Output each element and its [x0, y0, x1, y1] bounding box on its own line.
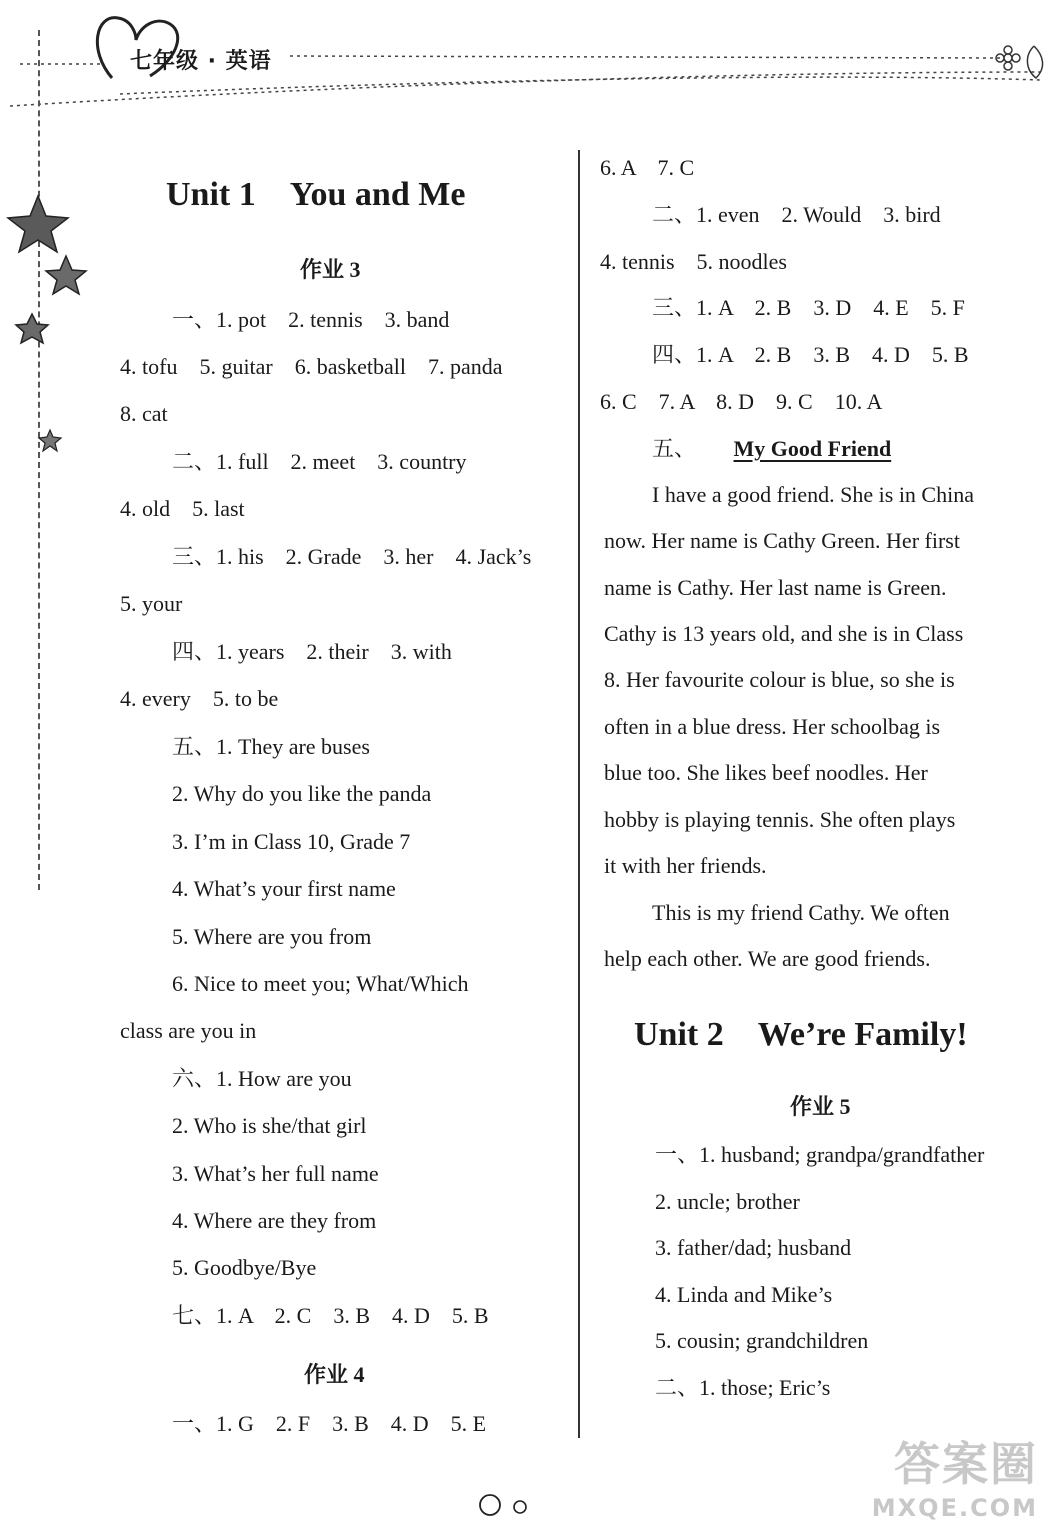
essay-line: name is Cathy. Her last name is Green.	[604, 575, 947, 600]
star-icon	[46, 256, 86, 294]
page-number-marker	[478, 1492, 538, 1522]
hw5-title: 作业 5	[790, 1094, 851, 1119]
answer-line: 二、1. full 2. meet 3. country	[172, 449, 467, 474]
essay-line: often in a blue dress. Her schoolbag is	[604, 714, 941, 739]
star-decorations	[0, 190, 100, 670]
answer-line: 五、1. They are buses	[172, 734, 370, 759]
page-circle-icon	[480, 1495, 500, 1515]
watermark-sub: MXQE.COM	[871, 1494, 1038, 1522]
answer-line: 2. uncle; brother	[655, 1189, 800, 1214]
essay-section-label: 五、	[652, 436, 697, 461]
answer-line: 6. Nice to meet you; What/Which	[172, 971, 469, 996]
star-icon	[16, 314, 48, 343]
answer-line: 六、1. How are you	[172, 1066, 352, 1091]
answer-line: 5. your	[120, 591, 183, 616]
watermark	[872, 1428, 1038, 1522]
answer-line: 3. What’s her full name	[172, 1161, 379, 1186]
column-divider	[578, 150, 580, 1438]
essay-line: hobby is playing tennis. She often plays	[604, 807, 956, 832]
essay-line: blue too. She likes beef noodles. Her	[604, 760, 928, 785]
unit1-title: Unit 1 You and Me	[166, 176, 466, 213]
answer-line: 3. I’m in Class 10, Grade 7	[172, 829, 411, 854]
star-icon	[8, 196, 68, 252]
answer-line: 5. Where are you from	[172, 924, 372, 949]
answer-line: class are you in	[120, 1018, 257, 1043]
answer-line: 4. old 5. last	[120, 496, 245, 521]
answer-line: 4. What’s your first name	[172, 876, 396, 901]
essay-line: it with her friends.	[604, 853, 767, 878]
answer-line: 2. Why do you like the panda	[172, 781, 432, 806]
hw4-title: 作业 4	[304, 1362, 365, 1387]
page-circle-icon	[514, 1501, 526, 1513]
answer-line: 5. Goodbye/Bye	[172, 1255, 317, 1280]
watermark-main: 答案圈	[894, 1437, 1038, 1491]
answer-line: 三、1. A 2. B 3. D 4. E 5. F	[652, 295, 965, 320]
leaf-icon	[1027, 46, 1042, 78]
essay-line: I have a good friend. She is in China	[652, 482, 974, 507]
answer-line: 4. every 5. to be	[120, 686, 279, 711]
essay-line: Cathy is 13 years old, and she is in Class	[604, 621, 964, 646]
essay-line: now. Her name is Cathy Green. Her first	[604, 528, 960, 553]
answer-line: 一、1. husband; grandpa/grandfather	[655, 1142, 985, 1167]
grade-subject-label: 七年级 · 英语	[130, 49, 272, 74]
essay-heading	[652, 435, 891, 463]
answer-line: 6. A 7. C	[600, 155, 695, 180]
unit2-title: Unit 2 We’re Family!	[634, 1016, 968, 1053]
essay-line: 8. Her favourite colour is blue, so she is	[604, 667, 955, 692]
essay-title: My Good Friend	[733, 436, 892, 461]
answer-line: 6. C 7. A 8. D 9. C 10. A	[600, 389, 883, 414]
answer-line: 四、1. A 2. B 3. B 4. D 5. B	[652, 342, 969, 367]
essay-line: This is my friend Cathy. We often	[652, 900, 950, 925]
answer-line: 4. tennis 5. noodles	[600, 249, 787, 274]
answer-line: 4. tofu 5. guitar 6. basketball 7. panda	[120, 354, 503, 379]
answer-line: 2. Who is she/that girl	[172, 1113, 367, 1138]
answer-line: 3. father/dad; husband	[655, 1235, 852, 1260]
answer-line: 四、1. years 2. their 3. with	[172, 639, 452, 664]
answer-line: 二、1. those; Eric’s	[655, 1375, 831, 1400]
answer-line: 七、1. A 2. C 3. B 4. D 5. B	[172, 1303, 489, 1328]
answer-line: 4. Where are they from	[172, 1208, 377, 1233]
hw3-title: 作业 3	[300, 257, 361, 282]
answer-line: 三、1. his 2. Grade 3. her 4. Jack’s	[172, 544, 532, 569]
answer-line: 一、1. pot 2. tennis 3. band	[172, 307, 450, 332]
answer-line: 一、1. G 2. F 3. B 4. D 5. E	[172, 1411, 487, 1436]
answer-line: 8. cat	[120, 401, 168, 426]
star-icon	[39, 430, 61, 451]
answer-line: 4. Linda and Mike’s	[655, 1282, 833, 1307]
answer-line: 5. cousin; grandchildren	[655, 1328, 869, 1353]
answer-line: 二、1. even 2. Would 3. bird	[652, 202, 941, 227]
essay-line: help each other. We are good friends.	[604, 946, 931, 971]
